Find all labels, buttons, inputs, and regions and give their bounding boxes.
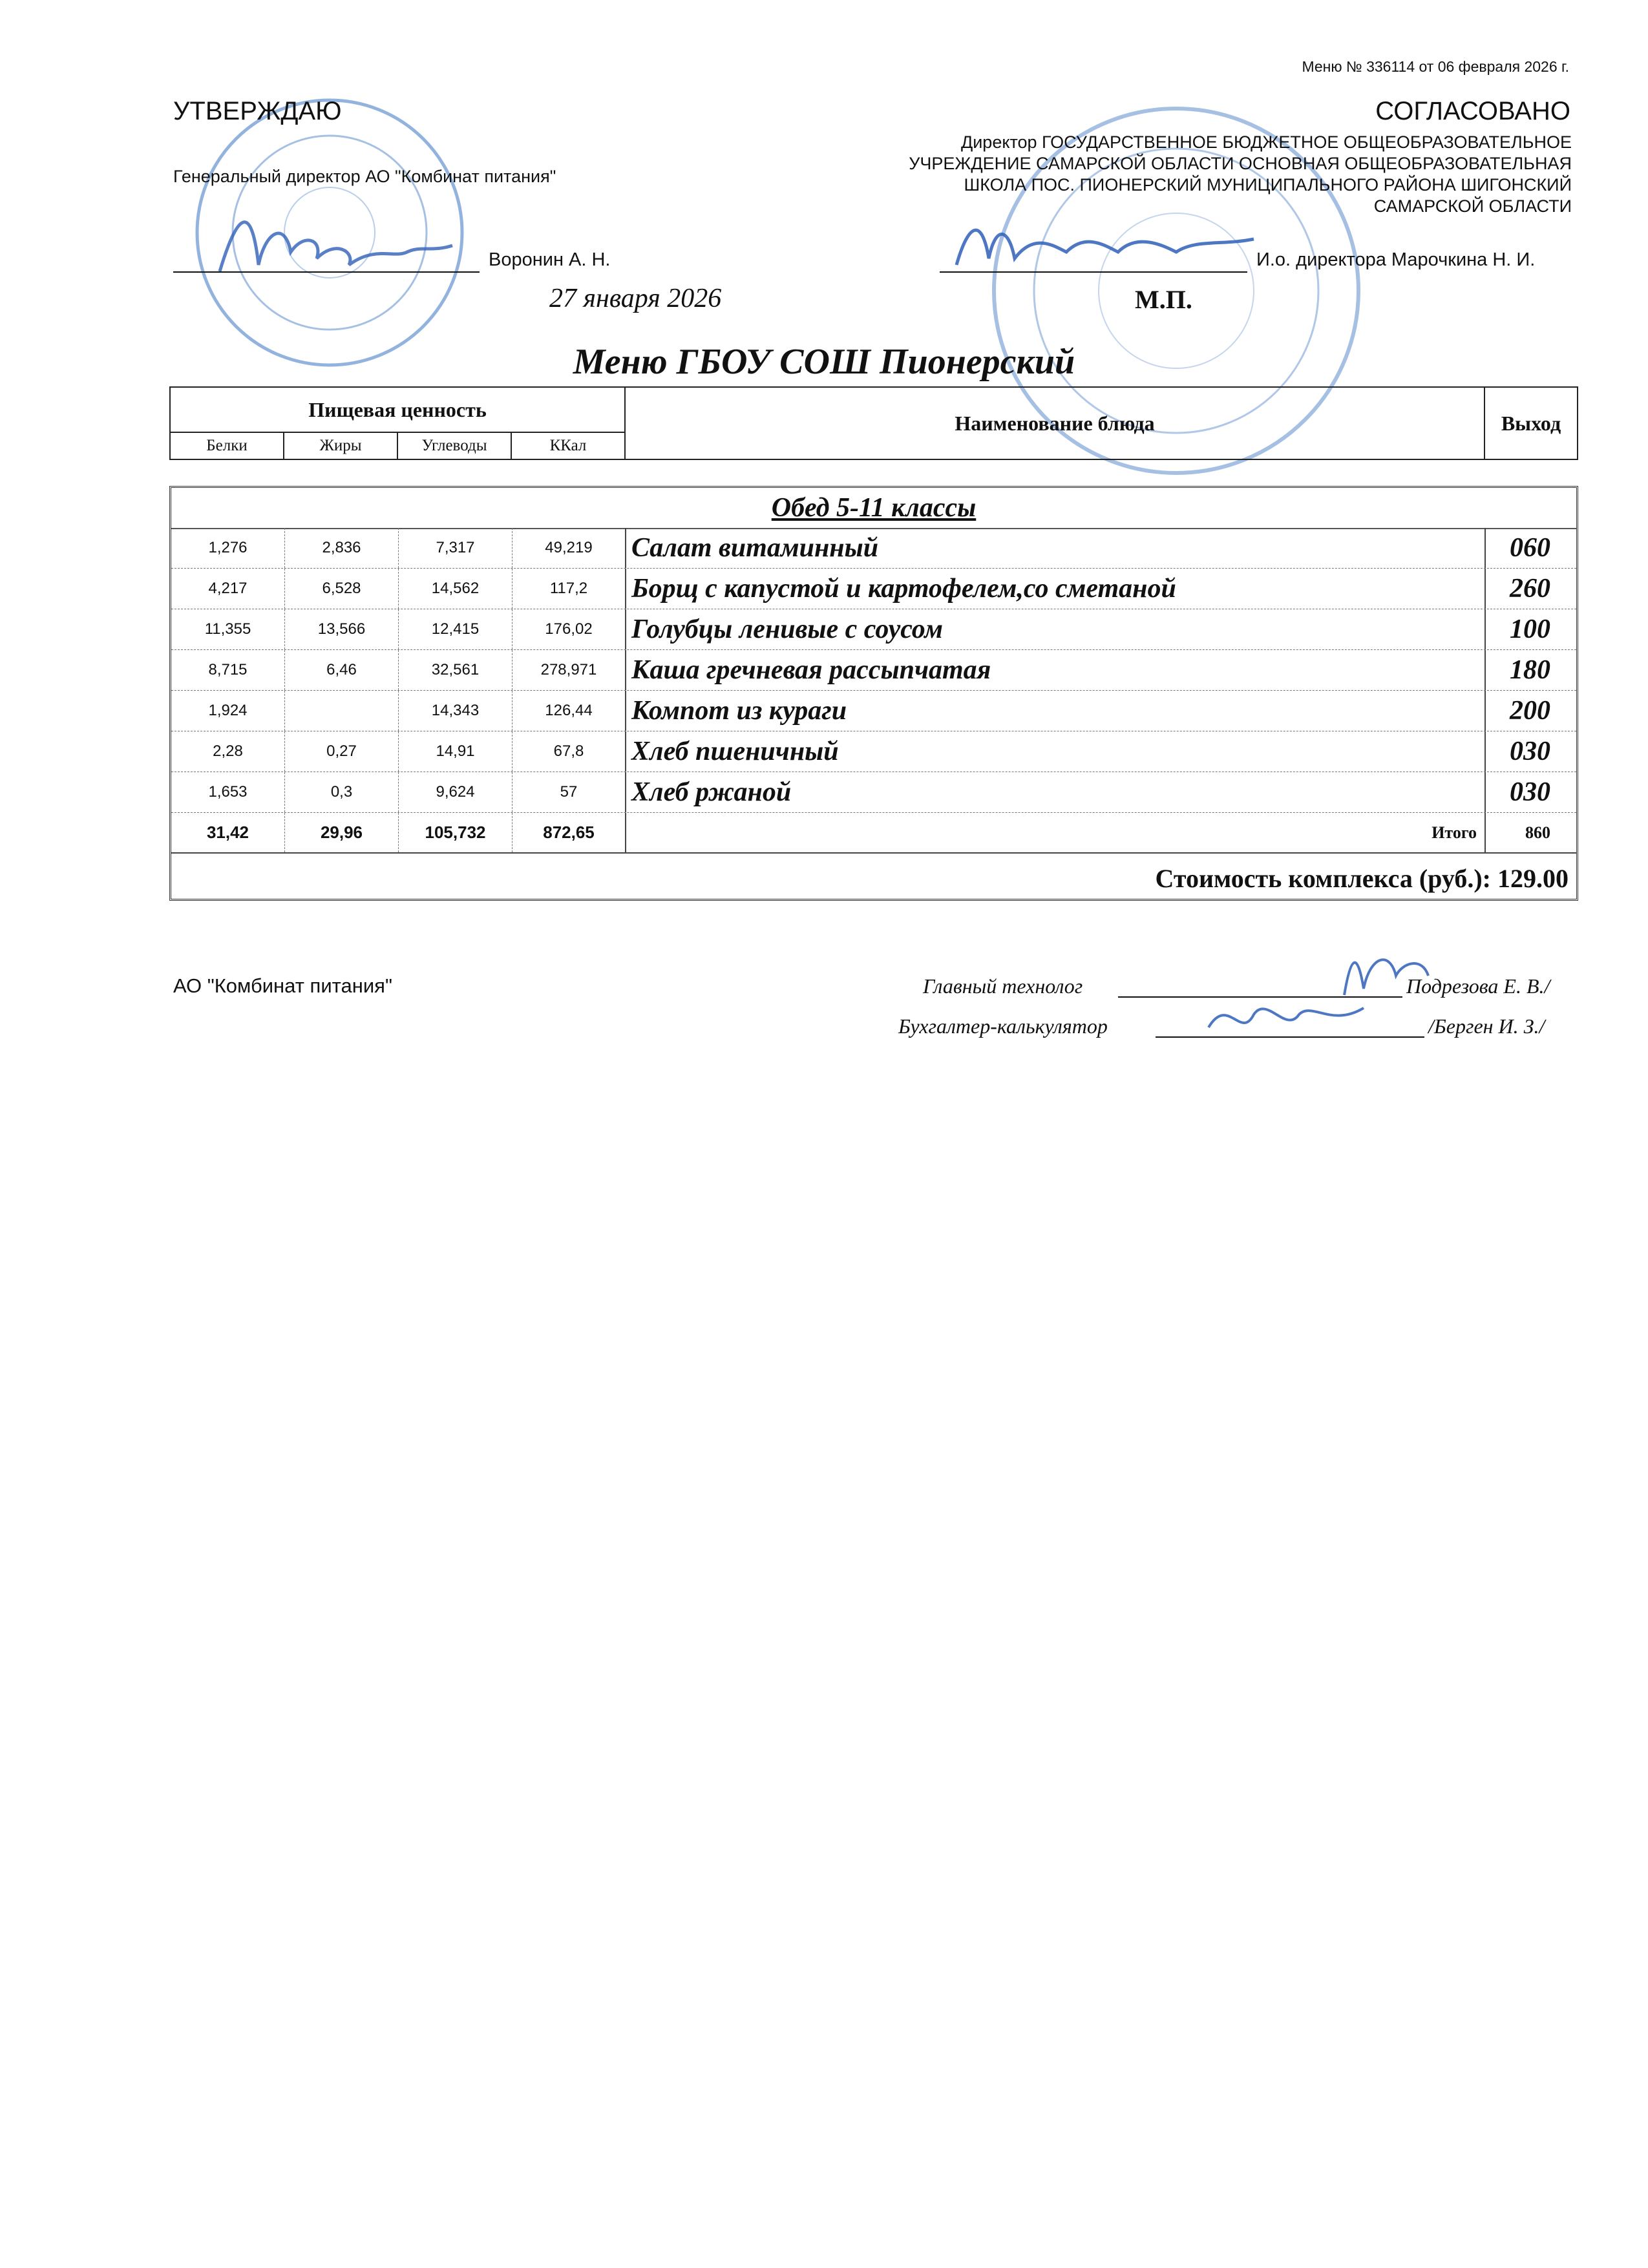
approve-role: Генеральный директор АО "Комбинат питания" bbox=[173, 167, 556, 186]
agree-name: И.о. директора Марочкина Н. И. bbox=[1256, 249, 1536, 270]
meal-section-title: Обед 5-11 классы bbox=[171, 488, 1576, 529]
carbs-cell: 32,561 bbox=[399, 650, 512, 690]
table-row bbox=[171, 650, 1576, 691]
approve-name: Воронин А. Н. bbox=[489, 249, 611, 270]
kcal-cell: 278,971 bbox=[512, 650, 626, 690]
proteins-cell: 1,924 bbox=[171, 691, 285, 731]
footer-organization: АО "Комбинат питания" bbox=[173, 974, 392, 997]
carbs-cell: 7,317 bbox=[399, 528, 512, 568]
agree-signature-line bbox=[940, 271, 1247, 273]
carbs-cell: 12,415 bbox=[399, 609, 512, 649]
kcal-cell: 126,44 bbox=[512, 691, 626, 731]
signature-voronin bbox=[213, 194, 459, 291]
proteins-cell: 4,217 bbox=[171, 569, 285, 609]
total-label: Итого bbox=[626, 813, 1486, 852]
carbs-cell: 14,91 bbox=[399, 731, 512, 772]
carbs-cell: 9,624 bbox=[399, 772, 512, 812]
accountant-name: /Берген И. З./ bbox=[1428, 1014, 1545, 1038]
col-proteins-header: Белки bbox=[171, 433, 284, 459]
dish-cell: Салат витаминный bbox=[626, 528, 1486, 568]
proteins-cell: 1,653 bbox=[171, 772, 285, 812]
nutrition-header: Пищевая ценность bbox=[171, 388, 626, 433]
proteins-cell: 8,715 bbox=[171, 650, 285, 690]
carbs-cell: 14,343 bbox=[399, 691, 512, 731]
yield-cell: 180 bbox=[1510, 655, 1550, 685]
col-kcal-header: ККал bbox=[512, 433, 626, 459]
seal-label: М.П. bbox=[1135, 285, 1192, 314]
total-yield-cell: 860 bbox=[1525, 823, 1550, 842]
yield-header: Выход bbox=[1501, 411, 1561, 435]
table-row bbox=[171, 569, 1576, 609]
table-row bbox=[171, 609, 1576, 650]
yield-cell: 100 bbox=[1510, 614, 1550, 644]
total-kcal-cell: 872,65 bbox=[512, 813, 626, 852]
agree-heading: СОГЛАСОВАНО bbox=[1375, 97, 1570, 125]
yield-cell: 200 bbox=[1510, 696, 1550, 726]
fats-cell: 0,27 bbox=[285, 731, 399, 772]
fats-cell: 13,566 bbox=[285, 609, 399, 649]
yield-cell: 060 bbox=[1510, 533, 1550, 563]
carbs-cell: 14,562 bbox=[399, 569, 512, 609]
chief-technologist-name: Подрезова Е. В./ bbox=[1406, 974, 1550, 998]
dish-cell: Хлеб ржаной bbox=[626, 772, 1486, 812]
col-carbs-header: Углеводы bbox=[398, 433, 512, 459]
agree-role: Директор ГОСУДАРСТВЕННОЕ БЮДЖЕТНОЕ ОБЩЕОБРАЗОВАТЕЛЬНОЕ УЧРЕЖДЕНИЕ САМАРСКОЙ ОБЛАСТИ ОСНОВНАЯ ОБЩЕОБРАЗОВАТЕЛЬНАЯ ШКОЛА ПОС. ПИОНЕРСКИЙ МУНИЦИПАЛЬНОГО РАЙОНА ШИГОНСКИЙ САМАРСКОЙ ОБЛАСТИ bbox=[909, 132, 1572, 216]
menu-number: Меню № 336114 от 06 февраля 2026 г. bbox=[1302, 58, 1569, 75]
table-row bbox=[171, 528, 1576, 569]
menu-table bbox=[169, 486, 1578, 901]
table-row bbox=[171, 772, 1576, 813]
dish-cell: Каша гречневая рассыпчатая bbox=[626, 650, 1486, 690]
kcal-cell: 49,219 bbox=[512, 528, 626, 568]
kcal-cell: 67,8 bbox=[512, 731, 626, 772]
fats-cell: 6,46 bbox=[285, 650, 399, 690]
total-carbs-cell: 105,732 bbox=[399, 813, 512, 852]
dish-cell: Борщ с капустой и картофелем,со сметаной bbox=[626, 569, 1486, 609]
kcal-cell: 176,02 bbox=[512, 609, 626, 649]
fats-cell: 6,528 bbox=[285, 569, 399, 609]
yield-cell: 030 bbox=[1510, 737, 1550, 766]
signature-bergen bbox=[1202, 982, 1370, 1047]
total-proteins-cell: 31,42 bbox=[171, 813, 285, 852]
dish-cell: Голубцы ленивые с соусом bbox=[626, 609, 1486, 649]
chief-technologist-role: Главный технолог bbox=[923, 974, 1083, 998]
dish-cell: Компот из кураги bbox=[626, 691, 1486, 731]
total-fats-cell: 29,96 bbox=[285, 813, 399, 852]
kcal-cell: 57 bbox=[512, 772, 626, 812]
kcal-cell: 117,2 bbox=[512, 569, 626, 609]
approve-signature-line bbox=[173, 271, 480, 273]
fats-cell: 0,3 bbox=[285, 772, 399, 812]
total-row bbox=[171, 813, 1576, 854]
proteins-cell: 1,276 bbox=[171, 528, 285, 568]
table-header bbox=[169, 386, 1578, 460]
yield-cell: 030 bbox=[1510, 777, 1550, 807]
set-cost: Стоимость комплекса (руб.): 129.00 bbox=[1155, 864, 1569, 893]
approve-date: 27 января 2026 bbox=[549, 284, 722, 313]
approve-heading: УТВЕРЖДАЮ bbox=[173, 97, 342, 125]
yield-cell: 260 bbox=[1510, 574, 1550, 604]
dish-name-header: Наименование блюда bbox=[626, 388, 1485, 459]
fats-cell: 2,836 bbox=[285, 528, 399, 568]
proteins-cell: 2,28 bbox=[171, 731, 285, 772]
col-fats-header: Жиры bbox=[284, 433, 398, 459]
document-title: Меню ГБОУ СОШ Пионерский bbox=[573, 342, 1075, 382]
fats-cell bbox=[285, 691, 399, 731]
dish-cell: Хлеб пшеничный bbox=[626, 731, 1486, 772]
proteins-cell: 11,355 bbox=[171, 609, 285, 649]
accountant-role: Бухгалтер-калькулятор bbox=[898, 1014, 1108, 1038]
table-row bbox=[171, 731, 1576, 772]
signature-marochkina bbox=[950, 207, 1260, 278]
table-row bbox=[171, 691, 1576, 731]
